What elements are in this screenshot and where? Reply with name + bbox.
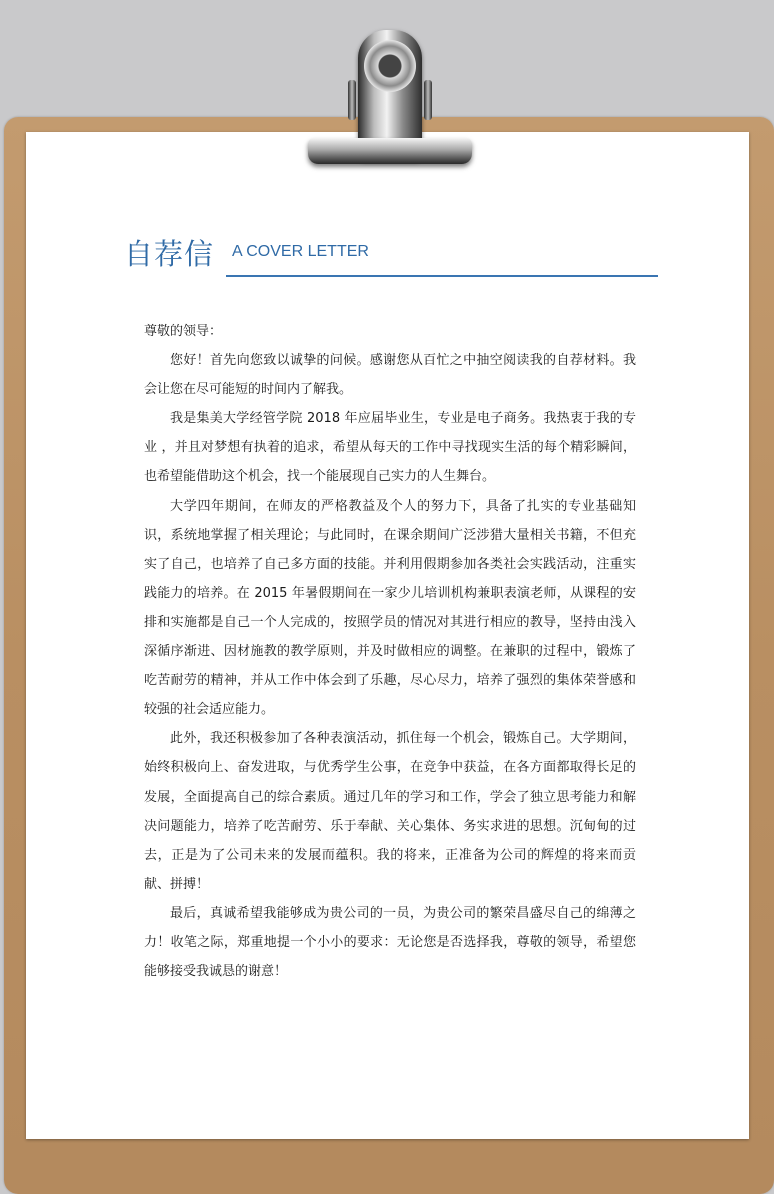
clip-ring [364, 40, 416, 92]
letter-salutation: 尊敬的领导： [144, 324, 223, 339]
letter-paragraph: 最后，真诚希望我能够成为贵公司的一员，为贵公司的繁荣昌盛尽自己的绵薄之力！收笔之际，郑重地提一个小小的要求：无论您是否选择我，尊敬的领导，希望您能够接受我诚恳的谢意！ [144, 905, 636, 980]
heading-divider [226, 275, 658, 277]
letter-paragraph: 大学四年期间，在师友的严格教益及个人的努力下，具备了扎实的专业基础知识，系统地掌握了相关理论；与此同时，在课余期间广泛涉猎大量相关书籍，不但充实了自己，也培养了自己多方面的技能。并利用假期参加各类社会实践活动，注重实践能力的培养。在 2015 年暑假期间在一家少儿培训机构兼职表演老师，从课程的安排和实施都是自己一个人完成的，按照学员的情况对其进行相应的教导，坚持由浅入深循序渐进、因材施教的教学原则，并及时做相应的调整。在兼职的过程中，锻炼了吃苦耐劳的精神，并从工作中体会到了乐趣，尽心尽力，培养了强烈的集体荣誉感和较强的社会适应能力。 [144, 498, 636, 718]
page-title: 自荐信 [124, 237, 215, 271]
letter-heading [124, 237, 369, 271]
letter-paragraph: 此外，我还积极参加了各种表演活动，抓住每一个机会，锻炼自己。大学期间，始终积极向上、奋发进取，与优秀学生公事，在竞争中获益，在各方面都取得长足的发展，全面提高自己的综合素质。通过几年的学习和工作，学会了独立思考能力和解决问题能力，培养了吃苦耐劳、乐于奉献、关心集体、务实求进的思想。沉甸甸的过去，正是为了公司未来的发展而蕴积。我的将来，正准备为公司的辉煌的将来而贡献、拼搏！ [144, 731, 636, 892]
clip-base [308, 138, 472, 164]
binder-clip [290, 20, 490, 180]
clip-pin-right [424, 80, 432, 120]
letter-paragraph: 我是集美大学经管学院 2018 年应届毕业生，专业是电子商务。我热衷于我的专业 ，并且对梦想有执着的追求，希望从每天的工作中寻找现实生活的每个精彩瞬间，也希望能借助这个机会，找一个能展现自己实力的人生舞台。 [144, 411, 636, 485]
letter-paragraph: 您好！首先向您致以诚挚的问候。感谢您从百忙之中抽空阅读我的自荐材料。我会让您在尽可能短的时间内了解我。 [144, 353, 636, 398]
clip-pin-left [348, 80, 356, 120]
letter-body [144, 317, 636, 986]
page-subtitle: A COVER LETTER [232, 243, 369, 260]
